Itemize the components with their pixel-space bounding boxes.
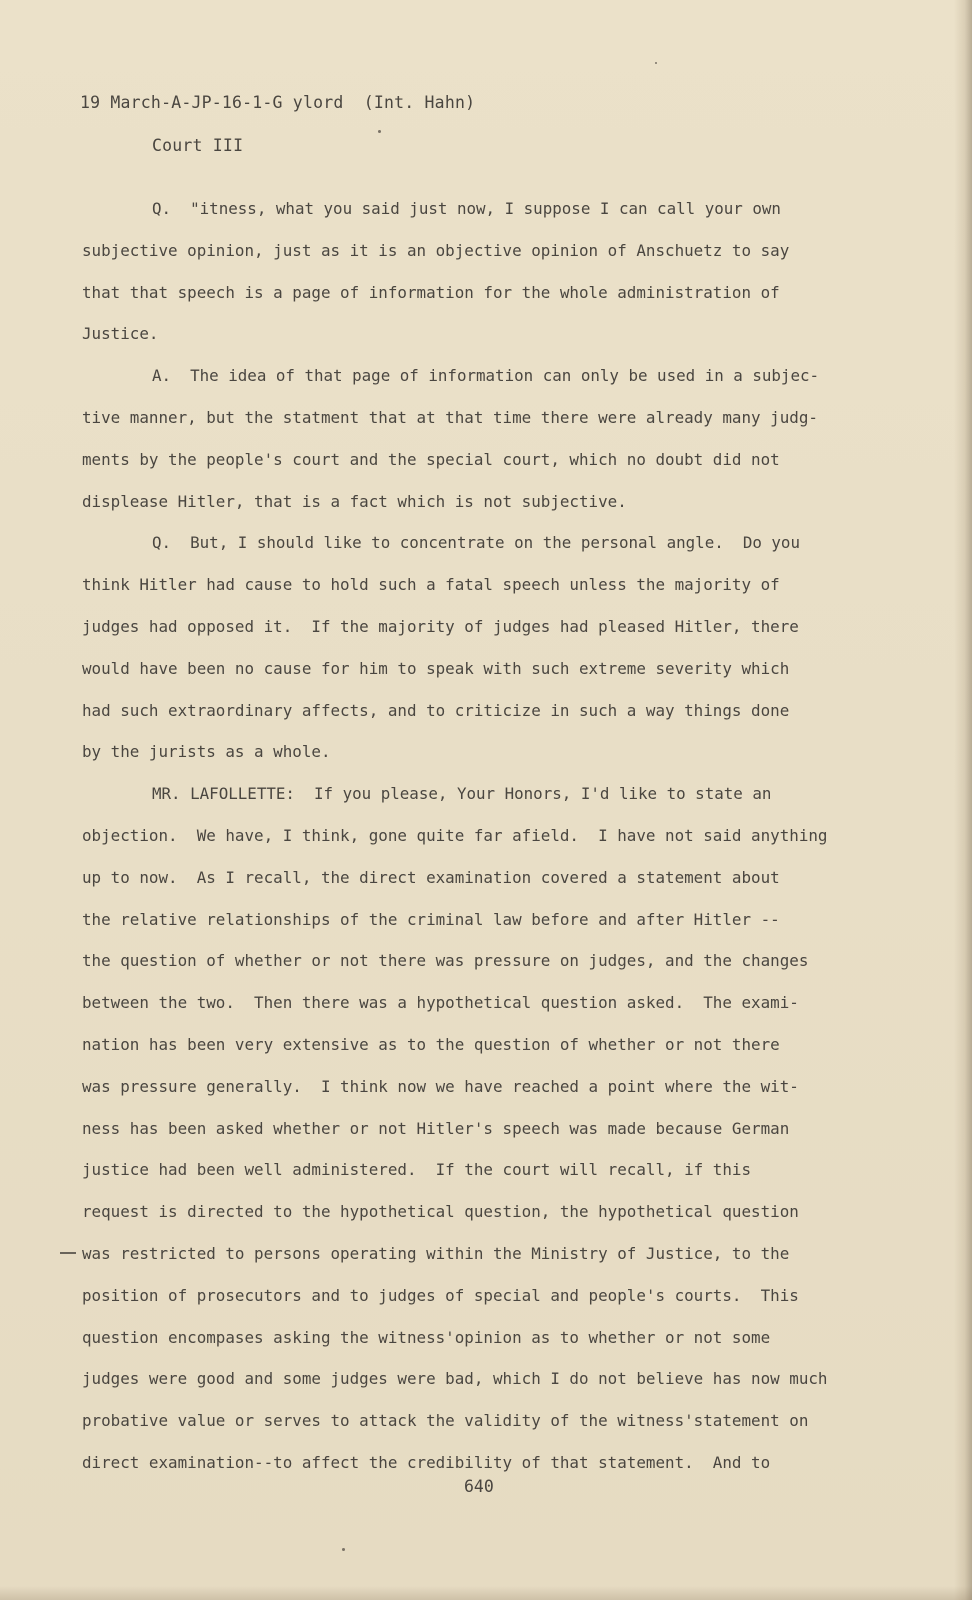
text-line: Justice.: [82, 324, 159, 344]
margin-mark: [60, 1252, 76, 1254]
text-line: up to now. As I recall, the direct examination covered a statement about: [82, 867, 780, 887]
text-line: was restricted to persons operating within the Ministry of Justice, to the: [82, 1243, 790, 1263]
text-line: request is directed to the hypothetical question, the hypothetical question: [82, 1202, 799, 1222]
text-line: the question of whether or not there was pressure on judges, and the changes: [82, 951, 809, 971]
text-line: was pressure generally. I think now we have reached a point where the wit-: [82, 1076, 799, 1096]
document-body: [82, 188, 902, 1484]
court-label: Court III: [152, 136, 244, 155]
text-line: had such extraordinary affects, and to criticize in such a way things done: [82, 700, 790, 720]
text-line: by the jurists as a whole.: [82, 742, 331, 762]
document-header: 19 March-A-JP-16-1-G ylord (Int. Hahn): [80, 93, 476, 112]
text-line: position of prosecutors and to judges of special and people's courts. This: [82, 1285, 799, 1305]
text-line: subjective opinion, just as it is an objective opinion of Anschuetz to say: [82, 240, 790, 260]
text-line: A. The idea of that page of information can only be used in a subjec-: [152, 366, 820, 386]
text-line: ments by the people's court and the special court, which no doubt did not: [82, 449, 780, 469]
text-line: nation has been very extensive as to the question of whether or not there: [82, 1034, 780, 1054]
text-line: question encompases asking the witness'opinion as to whether or not some: [82, 1327, 771, 1347]
paper-speck: [655, 62, 657, 64]
text-line: displease Hitler, that is a fact which is not subjective.: [82, 491, 627, 511]
text-line: think Hitler had cause to hold such a fatal speech unless the majority of: [82, 575, 780, 595]
text-line: justice had been well administered. If the court will recall, if this: [82, 1160, 752, 1180]
text-line: that that speech is a page of information for the whole administration of: [82, 282, 780, 302]
text-line: would have been no cause for him to speak with such extreme severity which: [82, 658, 790, 678]
text-line: Q. But, I should like to concentrate on the personal angle. Do you: [152, 533, 800, 553]
paper-speck: [342, 1548, 345, 1551]
text-line: Q. "itness, what you said just now, I suppose I can call your own: [152, 199, 781, 218]
text-line: tive manner, but the statment that at that time there were already many judg-: [82, 407, 818, 427]
text-line: probative value or serves to attack the validity of the witness'statement on: [82, 1411, 809, 1431]
text-line: between the two. Then there was a hypothetical question asked. The exami-: [82, 993, 799, 1013]
text-line: objection. We have, I think, gone quite far afield. I have not said anything: [82, 825, 828, 845]
text-line: direct examination--to affect the credibility of that statement. And to: [82, 1452, 771, 1472]
page-edge-shadow: [954, 0, 972, 1600]
text-line: the relative relationships of the criminal law before and after Hitler --: [82, 909, 780, 929]
page-number: 640: [464, 1477, 494, 1496]
text-line: MR. LAFOLLETTE: If you please, Your Honors, I'd like to state an: [152, 784, 772, 804]
paper-speck: [378, 130, 381, 133]
text-line: judges had opposed it. If the majority of judges had pleased Hitler, there: [82, 616, 799, 636]
text-line: judges were good and some judges were bad, which I do not believe has now much: [82, 1369, 828, 1389]
text-line: ness has been asked whether or not Hitler's speech was made because German: [82, 1118, 790, 1138]
page-bottom-shadow: [0, 1586, 972, 1600]
